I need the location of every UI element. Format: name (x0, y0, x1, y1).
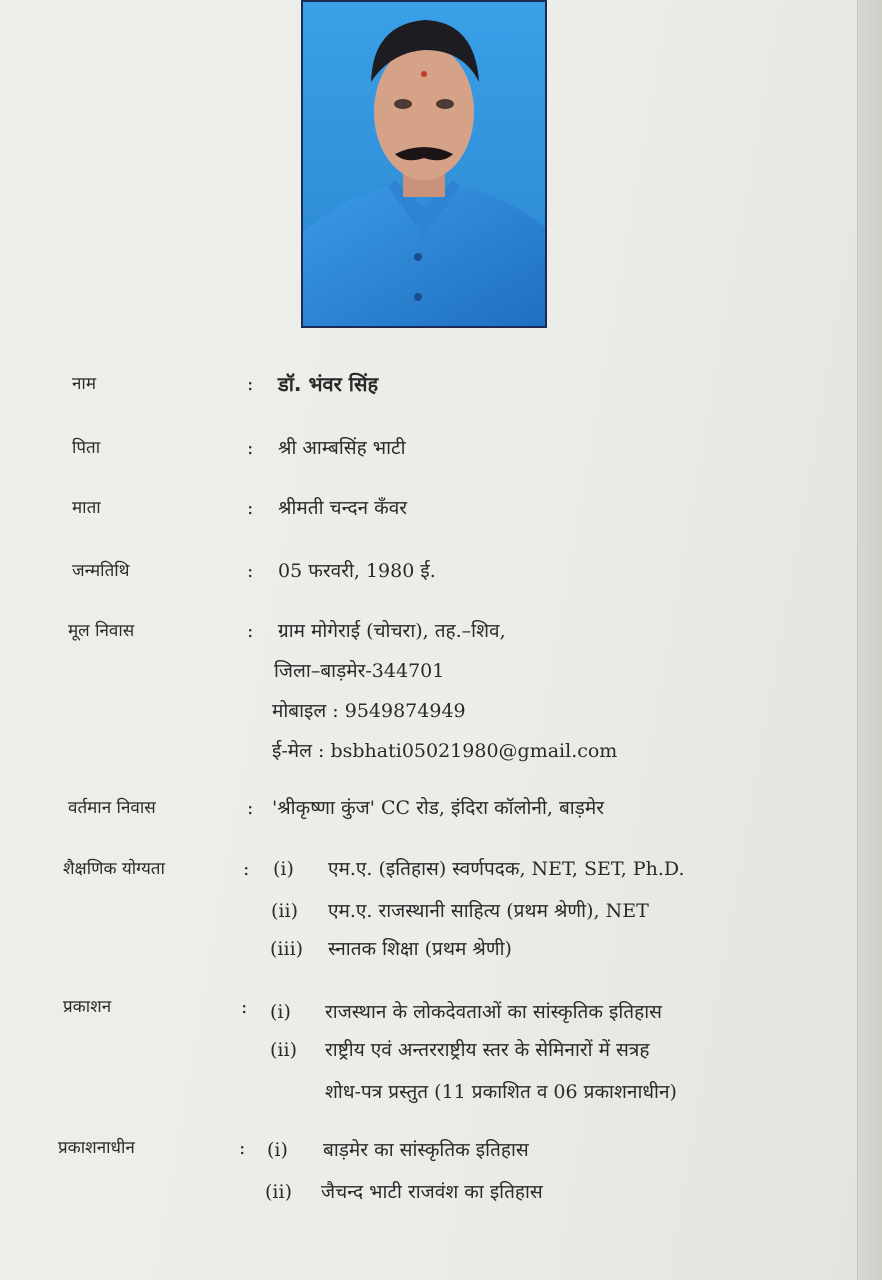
education-item: एम.ए. राजस्थानी साहित्य (प्रथम श्रेणी), NET (328, 900, 649, 922)
colon: : (243, 858, 250, 880)
education-item: स्नातक शिक्षा (प्रथम श्रेणी) (328, 938, 512, 960)
publication-label: प्रकाशन (63, 997, 112, 1017)
native-line: जिला–बाड़मेर-344701 (274, 660, 445, 682)
colon: : (239, 1137, 246, 1159)
colon: : (247, 560, 254, 582)
current-label: वर्तमान निवास (68, 798, 156, 818)
item-number: (ii) (271, 900, 298, 922)
portrait-photo (301, 0, 547, 328)
father-label: पिता (72, 438, 101, 458)
education-item: एम.ए. (इतिहास) स्वर्णपदक, NET, SET, Ph.D. (328, 858, 685, 880)
native-line: ग्राम मोगेराई (चोचरा), तह.–शिव, (278, 620, 506, 642)
forthcoming-item: जैचन्द भाटी राजवंश का इतिहास (321, 1181, 543, 1203)
colon: : (247, 797, 254, 819)
email-line: ई-मेल : bsbhati05021980@gmail.com (272, 740, 618, 762)
item-number: (ii) (265, 1181, 292, 1203)
education-label: शैक्षणिक योग्यता (63, 859, 165, 879)
dob-label: जन्मतिथि (72, 561, 130, 581)
forthcoming-item: बाड़मेर का सांस्कृतिक इतिहास (323, 1139, 529, 1161)
publication-item-continued: शोध-पत्र प्रस्तुत (11 प्रकाशित व 06 प्रकाशनाधीन) (325, 1081, 677, 1103)
mobile-line: मोबाइल : 9549874949 (272, 700, 466, 722)
native-label: मूल निवास (68, 621, 135, 641)
name-value: डॉ. भंवर सिंह (278, 372, 379, 396)
publication-item: राष्ट्रीय एवं अन्तरराष्ट्रीय स्तर के सेमिनारों में सत्रह (325, 1039, 650, 1061)
mother-value: श्रीमती चन्दन कँवर (278, 497, 408, 519)
item-number: (ii) (270, 1039, 297, 1061)
item-number: (i) (270, 1001, 291, 1023)
current-value: 'श्रीकृष्णा कुंज' CC रोड, इंदिरा कॉलोनी, बाड़मेर (272, 797, 605, 819)
mother-label: माता (72, 498, 101, 518)
colon: : (241, 996, 248, 1018)
forthcoming-label: प्रकाशनाधीन (58, 1138, 135, 1158)
colon: : (247, 497, 254, 519)
name-label: नाम (72, 374, 97, 394)
father-value: श्री आम्बसिंह भाटी (278, 437, 406, 459)
item-number: (i) (267, 1139, 288, 1161)
portrait-illustration (303, 2, 545, 326)
book-spine (857, 0, 882, 1280)
colon: : (247, 620, 254, 642)
colon: : (247, 373, 254, 395)
dob-value: 05 फरवरी, 1980 ई. (278, 560, 436, 582)
item-number: (iii) (270, 938, 304, 960)
publication-item: राजस्थान के लोकदेवताओं का सांस्कृतिक इतिहास (325, 1001, 662, 1023)
item-number: (i) (273, 858, 294, 880)
colon: : (247, 437, 254, 459)
